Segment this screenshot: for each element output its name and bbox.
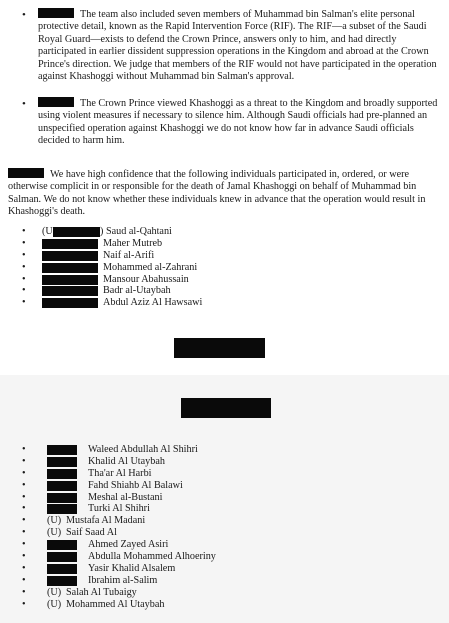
bullet-paragraph-rif: [38, 8, 438, 83]
classification-prefix: (U: [42, 226, 53, 237]
redaction-bar: [8, 168, 44, 178]
list-item: [22, 444, 198, 456]
list-item: [22, 467, 152, 480]
list-item: [22, 491, 163, 504]
list-item: [22, 261, 198, 274]
bullet-marker: •: [22, 574, 26, 586]
list-item: [22, 539, 169, 551]
list-item: [22, 503, 150, 515]
redaction-bar: [47, 540, 77, 550]
bullet-marker: •: [22, 586, 26, 598]
redaction-bar: [38, 97, 74, 107]
list-item: [22, 297, 203, 309]
person-name: Yasir Khalid Alsalem: [88, 562, 176, 574]
list-item: [22, 515, 146, 527]
document-page-2: [0, 375, 449, 623]
list-item: [22, 598, 165, 611]
list-item: [22, 562, 176, 575]
redaction-bar: [42, 286, 98, 296]
confidence-paragraph: [8, 168, 444, 219]
bullet-marker: •: [22, 479, 26, 491]
list-item: [22, 479, 183, 492]
redaction-bar: [47, 481, 77, 491]
bullet-text: The Crown Prince viewed Khashoggi as a threat to the Kingdom and broadly supported using violent measures if necessary to silence him. Although Saudi officials had pre-planned an unspecified operation against Khashoggi we do not know how far in advance Saudi officials decided to harm him.: [38, 98, 438, 147]
bullet-paragraph-threat: [38, 97, 438, 148]
redaction-bar: [53, 227, 100, 237]
bullet-marker: •: [22, 98, 26, 110]
person-name: Abdulla Mohammed Alhoeriny: [88, 551, 216, 563]
paragraph-text: We have high confidence that the following individuals participated in, ordered, or were otherwise complicit in or responsible for the death of Jamal Khashoggi on behalf of Muhammad bin Salman. We do not know whether these individuals knew in advance that the operation would result in Khashoggi's death.: [8, 169, 426, 218]
person-name: Waleed Abdullah Al Shihri: [88, 444, 198, 455]
person-name: Mansour Abahussain: [103, 273, 189, 285]
bullet-marker: •: [22, 515, 26, 527]
person-name: Badr al-Utaybah: [103, 285, 171, 297]
redaction-bar: [47, 552, 77, 562]
classification-prefix: (U): [47, 515, 62, 527]
bullet-marker: •: [22, 527, 26, 539]
list-item: [22, 273, 189, 286]
redaction-bar: [42, 275, 98, 285]
person-name: Turki Al Shihri: [88, 503, 150, 515]
redaction-bar: [38, 8, 74, 18]
bullet-marker: •: [22, 539, 26, 551]
redaction-bar: [42, 251, 98, 261]
bullet-marker: •: [22, 503, 26, 515]
bullet-marker: •: [22, 598, 26, 610]
bullet-marker: •: [22, 226, 26, 237]
bullet-marker: •: [22, 9, 26, 21]
person-name: Khalid Al Utaybah: [88, 455, 165, 467]
redaction-bar: [42, 263, 98, 273]
redaction-bar: [47, 576, 77, 586]
redaction-bar: [42, 298, 98, 308]
person-name: Mustafa Al Madani: [66, 515, 146, 527]
bullet-marker: •: [22, 285, 26, 297]
bullet-marker: •: [22, 273, 26, 285]
person-name: Maher Mutreb: [103, 237, 163, 249]
redaction-bar: [47, 469, 77, 479]
bullet-marker: •: [22, 249, 26, 261]
classification-prefix: (U): [47, 598, 62, 610]
bullet-marker: •: [22, 261, 26, 273]
person-name: Ibrahim al-Salim: [88, 574, 158, 586]
bullet-marker: •: [22, 491, 26, 503]
person-name: Tha'ar Al Harbi: [88, 467, 152, 479]
redaction-bar: [47, 504, 77, 514]
bullet-marker: •: [22, 237, 26, 249]
list-item: [22, 237, 163, 250]
redaction-bar: [47, 457, 77, 467]
individuals-list-1: [22, 226, 203, 309]
bullet-marker: •: [22, 444, 26, 455]
list-item: [22, 249, 155, 262]
list-item: [22, 455, 165, 468]
person-name: Meshal al-Bustani: [88, 491, 163, 503]
person-name: Abdul Aziz Al Hawsawi: [103, 297, 203, 309]
list-item: [22, 574, 158, 587]
bullet-marker: •: [22, 297, 26, 309]
person-name: Mohammed Al Utaybah: [66, 598, 165, 610]
individuals-list-2: [22, 444, 216, 610]
footer-redaction-bar: [174, 338, 265, 358]
person-name: Saif Saad Al: [66, 527, 117, 539]
bullet-text: The team also included seven members of Muhammad bin Salman's elite personal protective detail, known as the Rapid Intervention Force (RIF). The RIF—a subset of the Saudi Royal Guard—exists to defend the Crown Prince, answers only to him, and had directly participated in earlier dissident suppression operations in the Kingdom and abroad at the Crown Prince's direction. We judge that members of the RIF would not have participated in the operation against Khashoggi without Muhammad bin Salman's approval.: [38, 9, 437, 83]
person-name: Fahd Shiahb Al Balawi: [88, 479, 183, 491]
person-name: Saud al-Qahtani: [105, 226, 172, 237]
classification-prefix: (U): [47, 527, 62, 539]
header-redaction-bar: [181, 398, 271, 418]
bullet-marker: •: [22, 455, 26, 467]
list-item: [22, 527, 117, 539]
redaction-bar: [47, 564, 77, 574]
person-name: Salah Al Tubaigy: [66, 586, 137, 598]
bullet-marker: •: [22, 562, 26, 574]
person-name: Ahmed Zayed Asiri: [88, 539, 169, 551]
redaction-bar: [47, 445, 77, 455]
list-item: [22, 586, 137, 599]
redaction-bar: [47, 493, 77, 503]
list-item: • (U ) Saud al-Qahtani: [22, 226, 172, 237]
person-name: Naif al-Arifi: [103, 249, 155, 261]
classification-prefix: (U): [47, 586, 62, 598]
person-name: Mohammed al-Zahrani: [103, 261, 198, 273]
bullet-marker: •: [22, 467, 26, 479]
list-item: [22, 285, 171, 297]
bullet-marker: •: [22, 551, 26, 563]
list-item: [22, 551, 216, 563]
redaction-bar: [42, 239, 98, 249]
